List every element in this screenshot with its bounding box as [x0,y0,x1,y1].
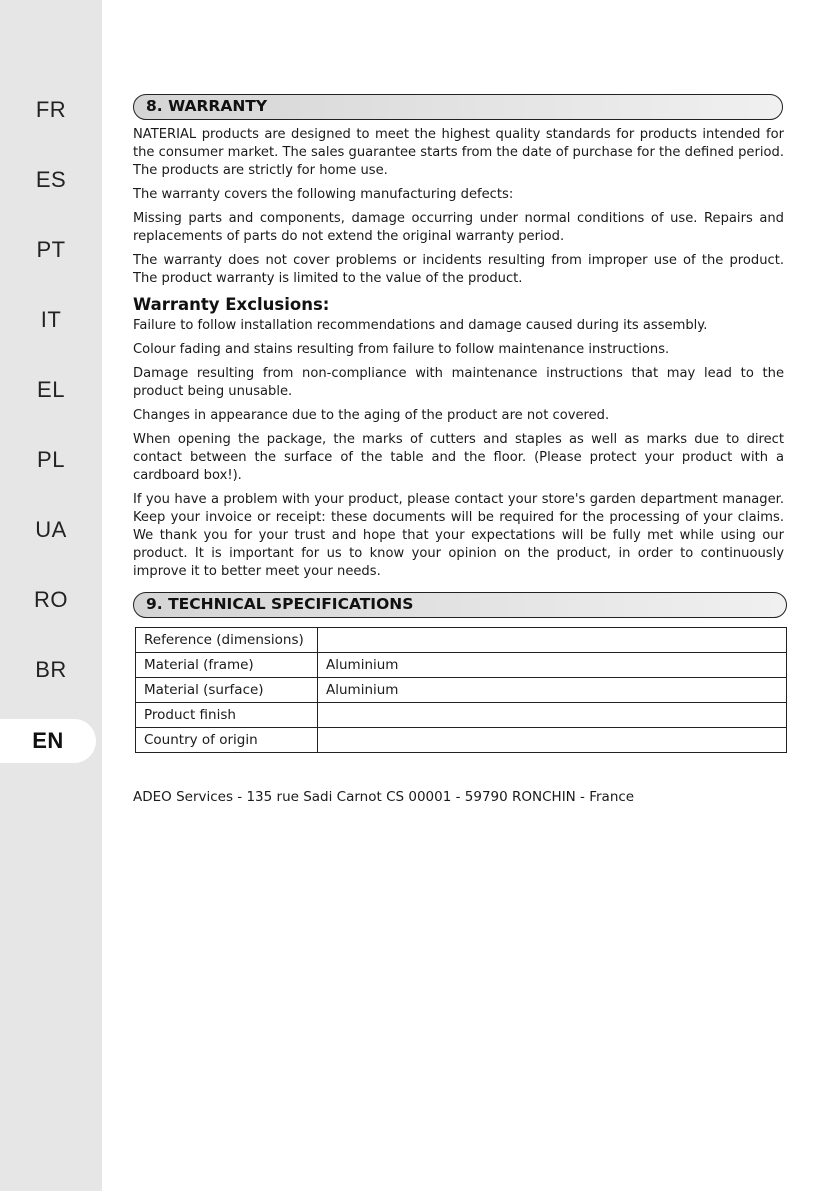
table-row [136,728,787,753]
spec-label: Material (surface) [136,678,318,703]
table-row [136,678,787,703]
table-row [136,703,787,728]
warranty-paragraph: NATERIAL products are designed to meet the highest quality standards for products intended for the consumer market. The sales guarantee starts from the date of purchase for the defined period. The products are strictly for home use. [133,127,784,178]
lang-tab-el[interactable]: EL [37,377,65,402]
exclusion-item: Changes in appearance due to the aging of the product are not covered. [133,408,610,423]
spec-value [318,703,787,728]
warranty-heading: 8. WARRANTY [146,97,268,115]
lang-tab-es[interactable]: ES [35,167,67,192]
table-row [136,653,787,678]
warranty-paragraph: The warranty covers the following manufacturing defects: [133,187,514,202]
spec-label: Product finish [136,703,318,728]
specs-section-header [133,592,787,618]
specs-table [135,627,787,753]
warranty-body [133,126,784,587]
lang-tab-en-active[interactable]: EN [0,719,96,763]
spec-value [318,728,787,753]
spec-value [318,628,787,653]
exclusion-item: Colour fading and stains resulting from failure to follow maintenance instructions. [133,342,670,357]
table-row [136,628,787,653]
spec-label: Country of origin [136,728,318,753]
warranty-exclusions-title: Warranty Exclusions: [133,295,330,314]
exclusion-item: Failure to follow installation recommendations and damage caused during its assembly. [133,318,708,333]
lang-tab-pt[interactable]: PT [36,237,66,262]
warranty-paragraph: Missing parts and components, damage occurring under normal conditions of use. Repairs and replacements of parts do not extend the original warranty period. [133,211,784,244]
warranty-paragraph: The warranty does not cover problems or incidents resulting from improper use of the product. The product warranty is limited to the value of the product. [133,253,784,286]
exclusion-item: When opening the package, the marks of cutters and staples as well as marks due to direct contact between the surface of the table and the floor. (Please protect your product with a cardboard box!). [133,432,784,483]
spec-label: Material (frame) [136,653,318,678]
lang-tab-ua[interactable]: UA [35,517,67,542]
specs-heading: 9. TECHNICAL SPECIFICATIONS [146,595,414,613]
exclusion-item: Damage resulting from non-compliance with maintenance instructions that may lead to the product being unusable. [133,366,784,399]
company-address-footer: ADEO Services - 135 rue Sadi Carnot CS 00001 - 59790 RONCHIN - France [133,789,635,805]
lang-tab-ro[interactable]: RO [34,587,68,612]
lang-tab-it[interactable]: IT [40,307,62,332]
lang-tab-br[interactable]: BR [35,657,67,682]
spec-value: Aluminium [318,678,787,703]
exclusion-item: If you have a problem with your product, please contact your store's garden department manager. Keep your invoice or receipt: these documents will be required for the processing of your claims. We thank you for your trust and hope that your expectations will be fully met while using our product. It is important for us to know your opinion on the product, in order to continuously improve it to better meet your needs. [133,492,784,579]
spec-label: Reference (dimensions) [136,628,318,653]
language-sidebar [0,0,102,1191]
lang-tab-fr[interactable]: FR [35,97,67,122]
warranty-section-header [133,94,783,120]
lang-tab-pl[interactable]: PL [37,447,65,472]
spec-value: Aluminium [318,653,787,678]
